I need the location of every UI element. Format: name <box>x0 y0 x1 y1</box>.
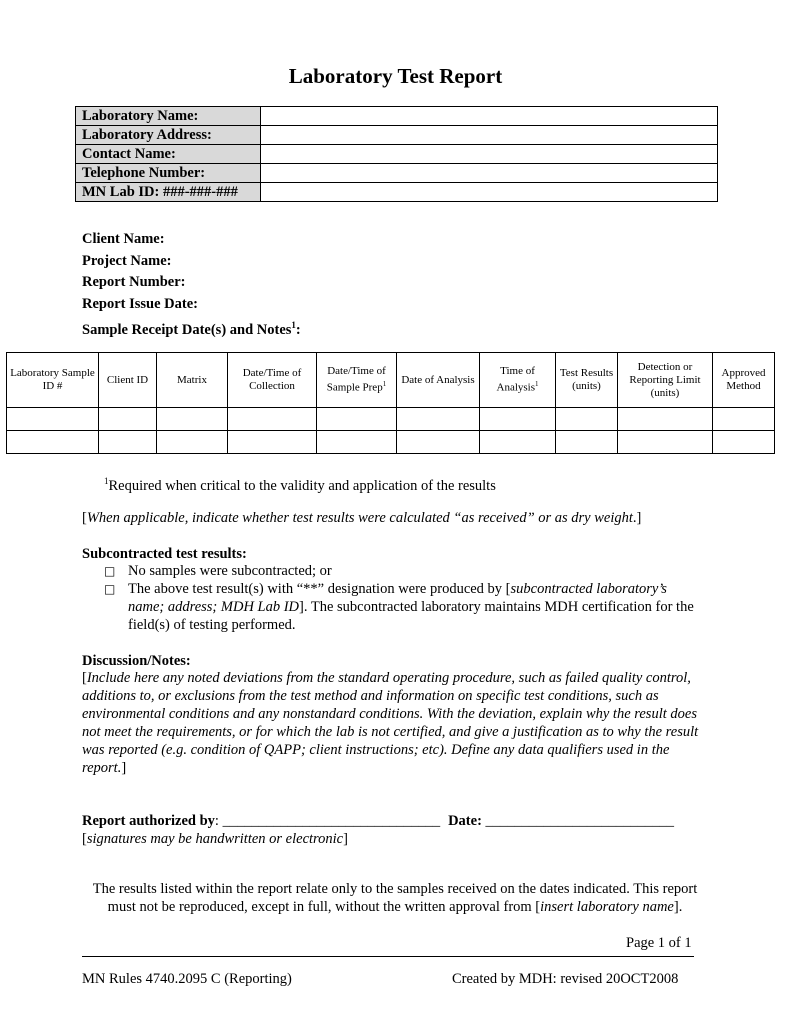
report-number-label: Report Number: <box>82 274 186 290</box>
authorized-by-label: Report authorized by <box>82 813 215 829</box>
lab-info-row <box>76 183 718 202</box>
footnote-text: Required when critical to the validity and application of the results <box>108 477 496 494</box>
table-cell[interactable] <box>397 431 480 454</box>
date-line[interactable]: __________________________ <box>481 813 675 829</box>
table-cell[interactable] <box>7 408 99 431</box>
table-cell[interactable] <box>480 408 556 431</box>
sample-receipt-text: Sample Receipt Date(s) and Notes <box>82 321 292 338</box>
table-cell[interactable] <box>228 408 317 431</box>
column-header-label: Test Results (units) <box>559 367 614 392</box>
option-text-post: ]. The subcontracted laboratory maintains MDH certification for the field(s) of testing performed. <box>128 599 694 633</box>
footnote-marker: 1 <box>382 380 387 389</box>
table-row <box>7 408 775 431</box>
applicable-note <box>82 509 641 527</box>
table-cell[interactable] <box>618 431 713 454</box>
bracket-open: [ <box>82 670 87 686</box>
column-header <box>7 353 99 408</box>
column-header <box>317 353 397 408</box>
client-name-label: Client Name: <box>82 231 165 247</box>
lab-address-value[interactable] <box>261 126 718 145</box>
column-header-label: Date/Time of Collection <box>242 367 302 392</box>
table-cell[interactable] <box>157 431 228 454</box>
table-cell[interactable] <box>99 431 157 454</box>
report-issue-date-label: Report Issue Date: <box>82 295 198 312</box>
page-title: Laboratory Test Report <box>288 64 503 88</box>
subcontracted-option-designated <box>104 580 704 634</box>
table-cell[interactable] <box>317 408 397 431</box>
column-header <box>99 353 157 408</box>
lab-info-row <box>76 107 718 126</box>
table-body <box>7 408 775 454</box>
laboratory-info-table <box>75 106 718 202</box>
telephone-value[interactable] <box>261 164 718 183</box>
option-label: No samples were subcontracted; or <box>128 563 332 579</box>
column-header-label: Time of Analysis <box>496 365 535 394</box>
column-header <box>397 353 480 408</box>
column-header-label: Date/Time of Sample Prep <box>326 365 386 394</box>
contact-name-label: Contact Name: <box>76 145 261 164</box>
footnote-marker: 1 <box>291 320 296 330</box>
table-cell[interactable] <box>99 408 157 431</box>
column-header <box>713 353 775 408</box>
signature-note-text: signatures may be handwritten or electronic <box>86 831 344 847</box>
telephone-label: Telephone Number: <box>76 164 261 183</box>
disclaimer-text: The results listed within the report relate only to the samples received on the dates indicated. This report must not be reproduced, except in full, without the written approval from [ <box>92 881 698 915</box>
authorization-line <box>82 812 674 830</box>
column-header <box>157 353 228 408</box>
results-disclaimer <box>90 880 700 916</box>
page-number: Page 1 of 1 <box>626 935 692 951</box>
date-label: Date: <box>448 813 482 829</box>
table-row <box>7 431 775 454</box>
lab-id-label: MN Lab ID: ###-###-### <box>76 183 261 202</box>
lab-info-row <box>76 145 718 164</box>
client-info-block <box>82 229 301 337</box>
sample-results-table <box>6 352 775 454</box>
bracket-close: ] <box>121 760 127 776</box>
table-cell[interactable] <box>713 408 775 431</box>
discussion-text: Include here any noted deviations from the standard operating procedure, such as failed quality control, additions to, or exclusions from the test method and information on specific test conditions, such as environmental conditions and any nonstandard conditions. With the deviation, explain why the result does not meet the requirements, or for which the lab is not certified, and give a justification as to why the result was reported (e.g. condition of QAPP; client instructions; etc). Define any data qualifiers used in the report. <box>82 670 699 776</box>
sample-receipt-colon: : <box>295 321 301 338</box>
table-cell[interactable] <box>228 431 317 454</box>
discussion-heading: Discussion/Notes: <box>82 653 191 669</box>
checkbox[interactable]: □ <box>104 564 116 578</box>
lab-info-row <box>76 164 718 183</box>
table-cell[interactable] <box>397 408 480 431</box>
signature-line[interactable]: ______________________________ <box>222 813 441 829</box>
project-name-label: Project Name: <box>82 252 172 269</box>
footer-divider <box>82 956 694 957</box>
option-label <box>128 580 704 634</box>
column-header <box>480 353 556 408</box>
column-header-label: Date of Analysis <box>401 373 475 386</box>
bracket-open: [ <box>82 510 87 526</box>
table-cell[interactable] <box>618 408 713 431</box>
contact-name-value[interactable] <box>261 145 718 164</box>
footer-rule-reference: MN Rules 4740.2095 C (Reporting) <box>82 971 292 987</box>
checkbox[interactable]: □ <box>104 582 116 596</box>
subcontracted-option-none <box>104 562 332 580</box>
disclaimer-close: ]. <box>673 899 683 915</box>
lab-name-label: Laboratory Name: <box>76 107 261 126</box>
column-header-label: Approved Method <box>721 367 766 392</box>
table-cell[interactable] <box>7 431 99 454</box>
column-header <box>618 353 713 408</box>
column-header <box>556 353 618 408</box>
column-header-label: Client ID <box>106 373 149 386</box>
column-header <box>228 353 317 408</box>
table-cell[interactable] <box>480 431 556 454</box>
lab-id-value[interactable] <box>261 183 718 202</box>
column-header-label: Detection or Reporting Limit (units) <box>629 360 701 399</box>
table-cell[interactable] <box>157 408 228 431</box>
bracket-open: [ <box>82 831 87 847</box>
footnote <box>104 472 496 495</box>
table-cell[interactable] <box>713 431 775 454</box>
footnote-marker: 1 <box>104 476 109 486</box>
sample-receipt-label <box>82 315 301 337</box>
footnote-marker: 1 <box>535 380 539 389</box>
table-cell[interactable] <box>317 431 397 454</box>
applicable-note-text: When applicable, indicate whether test results were calculated “as received” or as dry weight <box>86 510 633 526</box>
option-text-pre: The above test result(s) with “**” designation were produced by [ <box>128 581 511 597</box>
authorized-colon: : <box>214 813 223 829</box>
footer-revision: Created by MDH: revised 20OCT2008 <box>452 971 679 987</box>
column-header-label: Matrix <box>177 373 207 386</box>
discussion-body <box>82 669 710 777</box>
option-text-italic: subcontracted laboratory’s name; address; MDH Lab ID <box>128 581 667 615</box>
table-cell[interactable] <box>556 431 618 454</box>
table-header-row <box>7 353 775 408</box>
lab-info-row <box>76 126 718 145</box>
subcontracted-heading: Subcontracted test results: <box>82 546 247 562</box>
lab-name-value[interactable] <box>261 107 718 126</box>
bracket-close: .] <box>632 510 642 526</box>
lab-address-label: Laboratory Address: <box>76 126 261 145</box>
disclaimer-italic: insert laboratory name <box>540 899 674 915</box>
column-header-label: Laboratory Sample ID # <box>10 367 95 392</box>
signature-note <box>82 830 348 848</box>
bracket-close: ] <box>343 831 348 847</box>
table-cell[interactable] <box>556 408 618 431</box>
